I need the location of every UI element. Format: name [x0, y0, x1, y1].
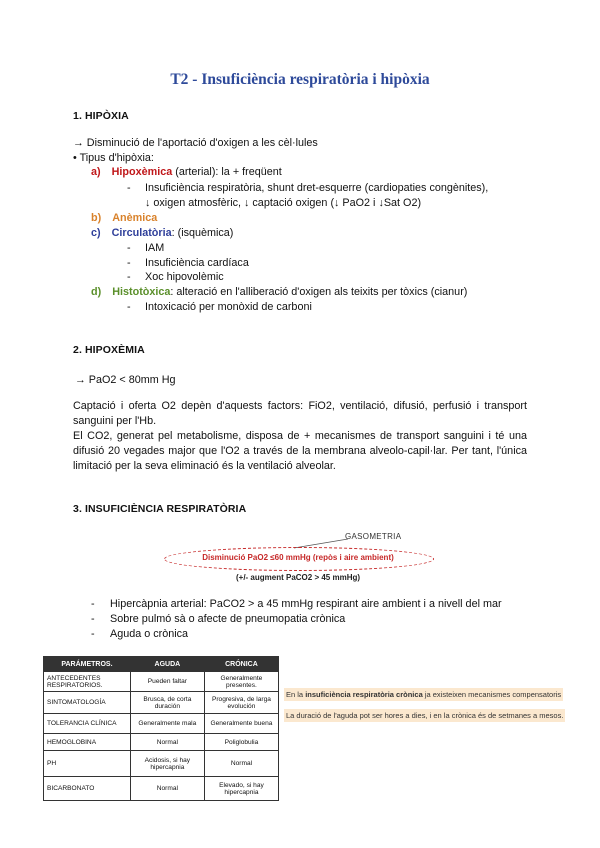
table-cell: TOLERANCIA CLÍNICA [44, 714, 131, 734]
table-cell: Generalmente buena [204, 714, 278, 734]
table-cell: HEMOGLOBINA [44, 734, 131, 751]
table-cell: Normal [204, 751, 278, 777]
bullet-dash: - [91, 598, 95, 610]
type-c-sub3: Xoc hipovolèmic [145, 271, 224, 283]
type-d-desc: : alteració en l'alliberació d'oxigen als teixits per tòxics (cianur) [170, 286, 468, 298]
hipoxia-definition: → Disminució de l'aportació d'oxigen a les cèl·lules [73, 137, 318, 149]
table-cell: Normal [130, 777, 204, 801]
hipoxemia-definition: → PaO2 < 80mm Hg [75, 374, 176, 386]
table-header: CRÓNICA [204, 657, 278, 672]
type-d-marker: d) [91, 286, 102, 298]
note-pre: En la [286, 690, 306, 699]
table-cell: Generalmente presentes. [204, 672, 278, 692]
type-d-item [91, 285, 467, 299]
table-cell: ANTECEDENTES RESPIRATORIOS. [44, 672, 131, 692]
type-c-sub2: Insuficiència cardíaca [145, 257, 249, 269]
note-bold: insuficiència respiratòria crònica [305, 690, 423, 699]
table-cell: Brusca, de corta duración [130, 692, 204, 714]
table-row [44, 714, 279, 734]
table-cell: Elevado, si hay hipercapnia [204, 777, 278, 801]
bullet-dash: - [91, 628, 95, 640]
table-cell: Acidosis, si hay hipercapnia [130, 751, 204, 777]
table-header: PARÁMETROS. [44, 657, 131, 672]
section-heading-insuficiencia: 3. INSUFICIÈNCIA RESPIRATÒRIA [73, 503, 247, 515]
table-cell: Progresiva, de larga evolución [204, 692, 278, 714]
type-a-sub1: Insuficiència respiratòria, shunt dret-esquerre (cardiopaties congènites), [145, 182, 489, 194]
type-c-sub-dash: - [127, 242, 131, 254]
section-heading-hipoxia: 1. HIPÒXIA [73, 110, 129, 122]
type-c-term: Circulatòria [111, 227, 172, 239]
note-line-2: La duració de l'aguda pot ser hores a dies, i en la crònica és de setmanes a mesos. [286, 711, 564, 720]
table-row [44, 734, 279, 751]
type-c-sub1: IAM [145, 242, 165, 254]
type-a-desc: (arterial): la + freqüent [172, 166, 282, 178]
type-b-marker: b) [91, 212, 102, 224]
page-title: T2 - Insuficiència respiratòria i hipòxia [170, 71, 430, 88]
comparison-table [43, 656, 279, 801]
gasometria-criteria: Disminució PaO2 ≤60 mmHg (repòs i aire ambient) [202, 553, 394, 562]
section-heading-hipoxemia: 2. HIPOXÈMIA [73, 344, 145, 356]
table-cell: SINTOMATOLOGÍA [44, 692, 131, 714]
bullet-pulmo: Sobre pulmó sà o afecte de pneumopatia crònica [110, 613, 346, 625]
gasometria-paco2: (+/- augment PaCO2 > 45 mmHg) [235, 573, 361, 582]
table-cell: BICARBONATO [44, 777, 131, 801]
table-row [44, 751, 279, 777]
type-b-item [91, 211, 157, 225]
table-header-row [44, 657, 279, 672]
highlight-note [284, 686, 596, 724]
type-c-item [91, 226, 233, 240]
paragraph-co2: El CO2, generat pel metabolisme, disposa de + mecanismes de transport sanguini i té una difusió 20 vegades major que l'O2 a través de la membrana alveolo-capil·lar. Per tant, l'única limitació per la seva eliminació és la ventilació alveolar. [73, 430, 527, 472]
table-cell: Generalmente mala [130, 714, 204, 734]
type-a-marker: a) [91, 166, 101, 178]
type-d-sub-dash: - [127, 301, 131, 313]
type-b-term: Anèmica [112, 212, 158, 224]
table-row [44, 692, 279, 714]
bullet-hipercapnia: Hipercàpnia arterial: PaCO2 > a 45 mmHg respirant aire ambient i a nivell del mar [110, 598, 502, 610]
type-a-sub-dash: - [127, 182, 131, 194]
type-a-sub1b: ↓ oxigen atmosfèric, ↓ captació oxigen (↓ PaO2 i ↓Sat O2) [145, 197, 422, 209]
bullet-dash: - [91, 613, 95, 625]
table-row [44, 777, 279, 801]
table-row [44, 672, 279, 692]
type-a-item [91, 165, 282, 179]
table-cell: Poliglobulia [204, 734, 278, 751]
note-post: ja existeixen mecanismes compensatoris [422, 690, 562, 699]
table-cell: Pueden faltar [130, 672, 204, 692]
table-header: AGUDA [130, 657, 204, 672]
table-cell: Normal [130, 734, 204, 751]
gasometria-label: GASOMETRIA [345, 532, 402, 541]
note-line-1 [284, 688, 563, 701]
type-c-marker: c) [91, 227, 101, 239]
type-c-desc: : (isquèmica) [171, 227, 234, 239]
table-cell: PH [44, 751, 131, 777]
type-a-term: Hipoxèmica [111, 166, 173, 178]
type-d-term: Histotòxica [112, 286, 171, 298]
paragraph-captacio: Captació i oferta O2 depèn d'aquests factors: FiO2, ventilació, difusió, perfusió i transport sanguini per l'Hb. [73, 400, 527, 427]
type-c-sub-dash: - [127, 271, 131, 283]
type-c-sub-dash: - [127, 257, 131, 269]
hipoxia-types-label: • Tipus d'hipòxia: [73, 152, 154, 164]
type-d-sub1: Intoxicació per monòxid de carboni [145, 301, 312, 313]
bullet-aguda-cronica: Aguda o crònica [110, 628, 189, 640]
